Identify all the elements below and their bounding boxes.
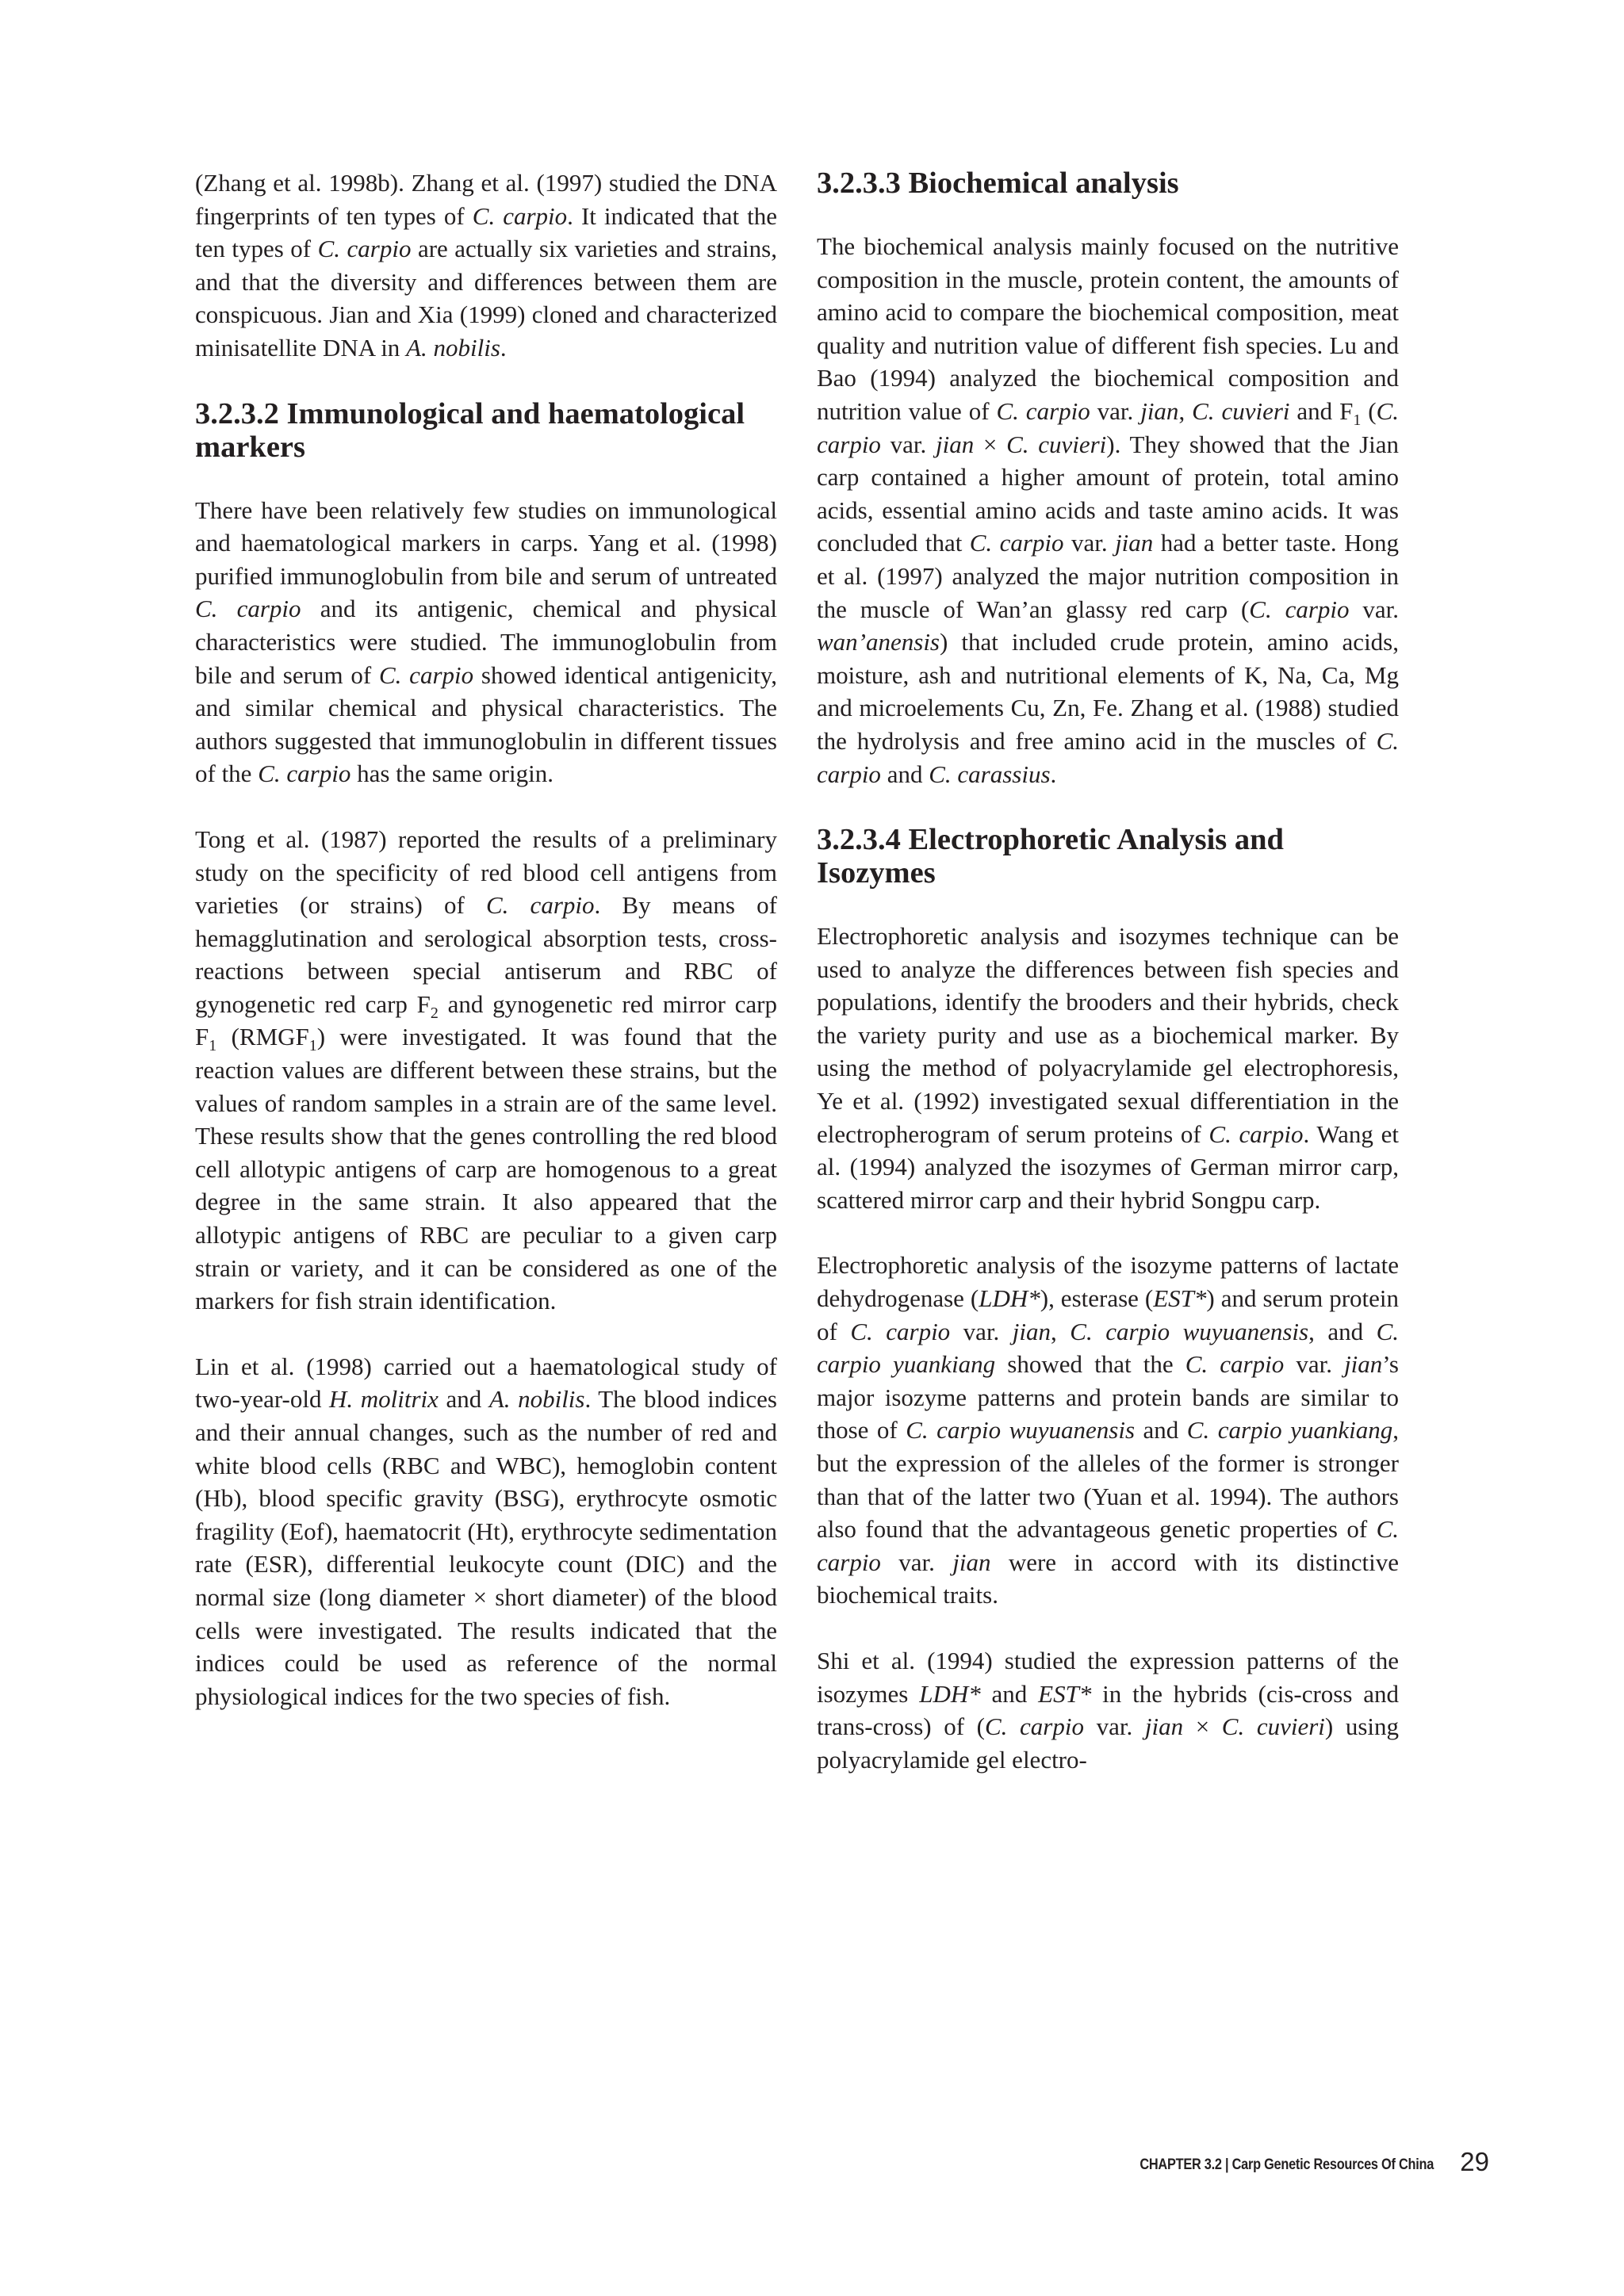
heading-immunological-markers: 3.2.3.2 Immunological and haematological markers [195,396,745,464]
paragraph-isozyme-patterns: Electrophoretic analysis of the isozyme patterns of lactate dehydrogenase (LDH*), esterase (EST*) and serum protein of C. carpio var. jian, C. carpio wuyuanensis, and C. carpio yuankiang showed that the C. carpio var. jian’s major isozyme patterns and protein bands are similar to those of C. carpio wuyuanensis and C. carpio yuankiang, but the expression of the alleles of the former is stronger than that of the latter two (Yuan et al. 1994). The authors also found that the advantageous genetic properties of C. carpio var. jian were in accord with its distinctive biochemical traits. [817,1251,1400,1609]
paragraph-red-blood-cell-antigens: Tong et al. (1987) reported the results of a preliminary study on the specificity of red blood cell antigens from varieties (or strains) of C. carpio. By means of hemagglutination and serological absorption tests, cross-reactions between special antiserum and RBC of gynogenetic red carp $F_2$ and gynogenetic red mirror carp $F_1$ $(RMGF_1)$ were investigated. It was found that the reaction values are different between these strains, but the values of random samples in a strain are of the same level. These results show that the genes controlling the red blood cell allotypic antigens of carp are homogenous to a great degree in the same strain. It also appeared that the allotypic antigens of RBC are peculiar to a given carp strain or variety, and it can be considered as one of the markers for fish strain identification. [195,825,777,1315]
paragraph-dna-fingerprints: (Zhang et al. 1998b). Zhang et al. (1997) studied the DNA fingerprints of ten types of C. carpio. It indicated that the ten types of C. carpio are actually six varieties and strains, and that the diversity and differences between them are conspicuous. Jian and Xia (1999) cloned and characterized minisatellite DNA in A. nobilis. [195,169,777,362]
paragraph-biochemical-analysis: The biochemical analysis mainly focused on the nutritive composition in the muscle, protein content, the amounts of amino acid to compare the biochemical composition, meat quality and nutrition value of different fish species. Lu and Bao (1994) analyzed the biochemical composition and nutrition value of C. carpio var. jian, C. cuvieri and $F_1$ (C. carpio var. jian × C. cuvieri). They showed that the Jian carp contained a higher amount of protein, total amino acids, essential amino acids and taste amino acids. It was concluded that C. carpio var. jian had a better taste. Hong et al. (1997) analyzed the major nutrition composition in the muscle of Wan’an glassy red carp (C. carpio var. wan’anensis) that included crude protein, amino acids, moisture, ash and nutritional elements of K, Na, Ca, Mg and microelements Cu, Zn, Fe. Zhang et al. (1988) studied the hydrolysis and free amino acid in the muscles of C. carpio and C. carassius. [817,232,1400,788]
paragraph-isozyme-expression: Shi et al. (1994) studied the expression patterns of the isozymes LDH* and EST* in the hybrids (cis-cross and trans-cross) of (C. carpio var. jian × C. cuvieri) using polyacrylamide gel electro- [817,1646,1400,1774]
paragraph-immunoglobulin: There have been relatively few studies on immunological and haematological markers in carps. Yang et al. (1998) purified immunoglobulin from bile and serum of untreated C. carpio and its antigenic, chemical and physical characteristics were studied. The immunoglobulin from bile and serum of C. carpio showed identical antigenicity, and similar chemical and physical characteristics. The authors suggested that immunoglobulin in different tissues of the C. carpio has the same origin. [195,496,777,788]
heading-biochemical-analysis: 3.2.3.3 Biochemical analysis [817,166,1179,200]
paragraph-haematological-study: Lin et al. (1998) carried out a haematological study of two-year-old H. molitrix and A. nobilis. The blood indices and their annual changes, such as the number of red and white blood cells (RBC and WBC), hemoglobin content (Hb), blood specific gravity (BSG), erythrocyte osmotic fragility (Eof), haematocrit (Ht), erythrocyte sedimentation rate (ESR), differential leukocyte count (DIC) and the normal size (long diameter × short diameter) of the blood cells were investigated. The results indicated that the indices could be used as reference of the normal physiological indices for the two species of fish. [195,1352,777,1710]
heading-electrophoretic-analysis: 3.2.3.4 Electrophoretic Analysis and Isozymes [817,823,1284,890]
running-footer-chapter: CHAPTER 3.2 | Carp Genetic Resources Of China [1139,2156,1434,2173]
right-column [817,166,1399,1776]
left-column [195,166,777,1745]
page-footer [1093,2147,1489,2179]
page-number: 29 [1460,2147,1489,2176]
paragraph-electrophoretic-technique: Electrophoretic analysis and isozymes technique can be used to analyze the differences between fish species and populations, identify the brooders and their hybrids, check the variety purity and use as a biochemical marker. By using the method of polyacrylamide gel electrophoresis, Ye et al. (1992) investigated sexual differentiation in the electropherogram of serum proteins of C. carpio. Wang et al. (1994) analyzed the isozymes of German mirror carp, scattered mirror carp and their hybrid Songpu carp. [817,922,1399,1214]
